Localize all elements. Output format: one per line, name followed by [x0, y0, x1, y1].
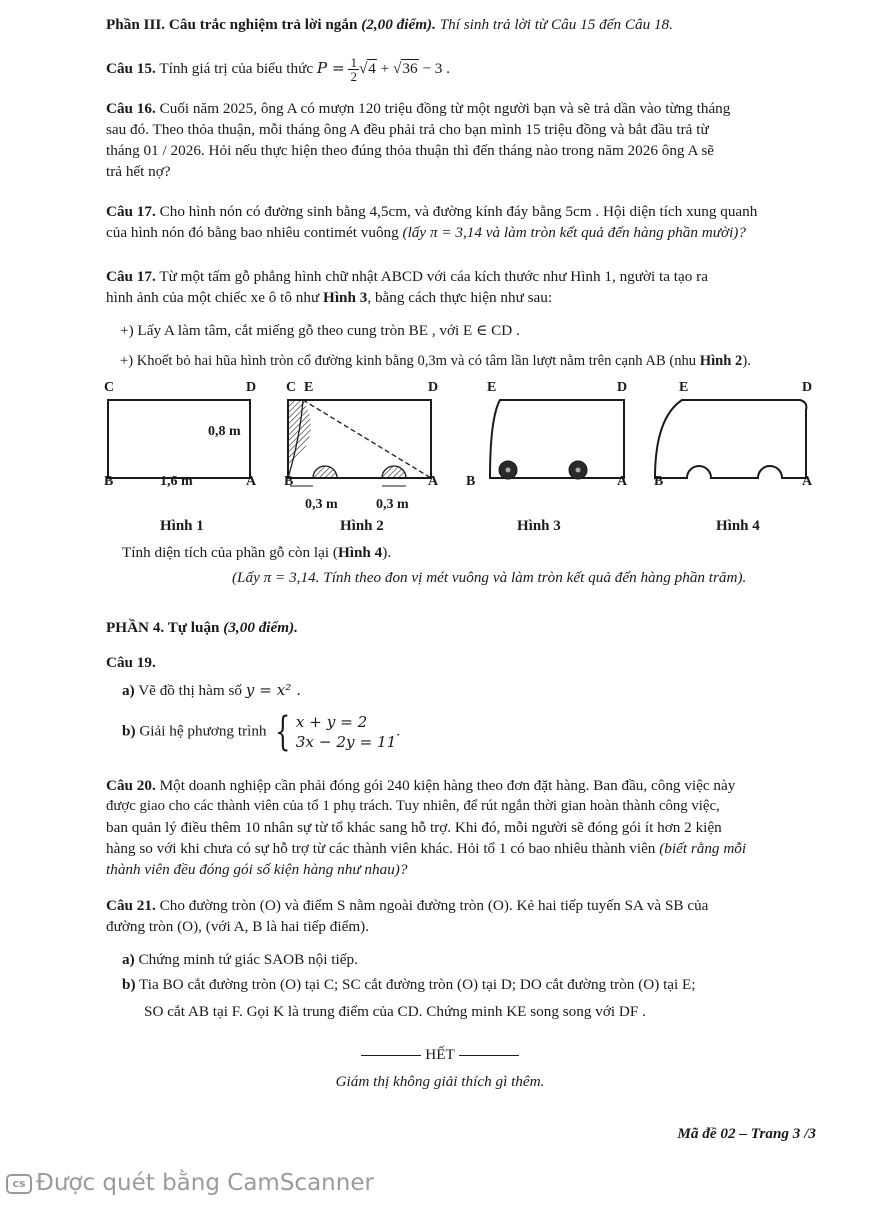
- page-footer: Mã đề 02 – Trang 3 /3: [677, 1125, 816, 1142]
- q19-b: [122, 709, 862, 755]
- q20-line5: thành viên đều đóng gói số kiện hàng như nhau)?: [106, 861, 408, 878]
- figure-3: [490, 400, 624, 479]
- figures-svg: [0, 378, 880, 538]
- q15-lhs: P =: [316, 58, 345, 77]
- q15-fraction: [348, 56, 359, 83]
- fig2-label-c: C: [286, 380, 297, 395]
- question-21: [106, 895, 866, 937]
- fig1-label-b: B: [104, 474, 114, 489]
- q21-label: Câu 21.: [106, 897, 156, 914]
- q17b-step2: [120, 351, 866, 372]
- q21-line2: đường tròn (O), (với A, B là hai tiếp điểm).: [106, 918, 370, 935]
- end-line-left: [361, 1055, 421, 1056]
- part3-points: (2,00 điểm).: [361, 16, 436, 33]
- fig1-caption: Hình 1: [160, 518, 204, 534]
- q21-b-line2: SO cắt AB tại F. Gọi K là trung điểm của CD. Chứng minh KE song song với DF .: [144, 1003, 646, 1020]
- fig4-label-b: B: [654, 474, 664, 489]
- q15-frac-num: 1: [350, 55, 357, 70]
- q20-line2: được giao cho các thành viên của tổ 1 phụ trách. Tuy nhiên, để rút ngắn thời gian hoàn thành công việc,: [106, 798, 720, 814]
- q15-frac-den: 2: [350, 69, 357, 84]
- q21-line1: Cho đường tròn (O) và điểm S nằm ngoài đường tròn (O). Kẻ hai tiếp tuyến SA và SB của: [159, 897, 709, 914]
- q19-a-expr: y = x² .: [245, 681, 302, 699]
- q17b-ask-bold: Hình 4: [337, 544, 383, 561]
- part4-points: (3,00 điểm).: [223, 619, 298, 636]
- q16-line2: sau đó. Theo thỏa thuận, mỗi tháng ông A đều phải trả cho bạn mình 15 triệu đồng và bắt đầu trả từ: [106, 121, 709, 138]
- q21-a: [122, 949, 862, 970]
- q15-sqrt2: 36: [402, 59, 418, 77]
- question-17-cone: [106, 201, 866, 243]
- q17b-step2-pre: +) Khoết bỏ hai hũa hình tròn cổ đường kinh bằng 0,3m và có tâm lần lượt nằm trên cạnh AB (nhu: [120, 353, 697, 369]
- fig2-label-d: D: [428, 380, 439, 395]
- fig1-label-d: D: [246, 380, 257, 395]
- fig1-label-c: C: [104, 380, 115, 395]
- question-15: Câu 15. Tính giá trị của biểu thức P = $\frac{1}{2}$ √4 + √36 − 3 .: [106, 55, 450, 84]
- fig2-caption: Hình 2: [340, 518, 384, 534]
- q19-a-text: Vẽ đồ thị hàm số: [138, 682, 242, 699]
- q19-b-tail: .: [396, 722, 401, 740]
- q15-label: Câu 15.: [106, 59, 156, 77]
- q21-b: [122, 974, 862, 1022]
- fig3-label-a: A: [617, 474, 628, 489]
- q15-sqrt1: 4: [368, 59, 376, 77]
- q20-label: Câu 20.: [106, 777, 156, 794]
- fig2-dim2-label: 0,3 m: [376, 497, 409, 512]
- q17b-line2-pre: hình ảnh của một chiếc xe ô tô như: [106, 289, 320, 306]
- fig2-rectangle: [288, 400, 431, 478]
- q16-line4: trả hết nợ?: [106, 163, 171, 180]
- fig2-label-a: A: [428, 474, 439, 489]
- fig1-width-label: 1,6 m: [160, 474, 193, 489]
- part3-header: [106, 14, 866, 35]
- fig4-label-e: E: [679, 380, 689, 395]
- fig2-semicircle-left: [313, 466, 337, 478]
- camscanner-watermark: [6, 1170, 374, 1196]
- fig2-label-b: B: [284, 474, 294, 489]
- figure-4: [655, 400, 806, 478]
- q17b-ask: [122, 542, 862, 563]
- q20-line4: hàng so với khi chưa có sự hỗ trợ từ các thành viên khác. Hỏi tổ 1 có bao nhiêu thành viên: [106, 840, 656, 857]
- fig1-height-label: 0,8 m: [208, 424, 241, 439]
- question-20: [106, 775, 866, 880]
- q19-eq1: x + y = 2: [295, 713, 368, 731]
- q15-plus: +: [380, 59, 390, 77]
- figure-2: [288, 400, 431, 486]
- end-line-right: [459, 1055, 519, 1056]
- fig3-label-e: E: [487, 380, 497, 395]
- fig3-label-d: D: [617, 380, 628, 395]
- q17a-line2-italic: (lấy π = 3,14 và làm tròn kết quả đến hàng phần mười)?: [402, 224, 746, 241]
- q17b-note: (Lấy π = 3,14. Tính theo đon vị mét vuông và làm tròn kết quả đến hàng phần trăm).: [232, 569, 747, 586]
- q19-b-label: b): [122, 722, 136, 740]
- q17b-ask-pre: Tính diện tích của phần gỗ còn lại (: [122, 544, 338, 561]
- system-brace: {: [275, 709, 291, 755]
- q17a-line1: Cho hình nón có đường sinh bằng 4,5cm, và đường kính đáy bằng 5cm . Hội diện tích xung quanh: [159, 203, 758, 220]
- fig3-caption: Hình 3: [517, 518, 561, 534]
- end-het: HẾT: [425, 1046, 455, 1063]
- end-note: Giám thị không giải thích gì thêm.: [335, 1073, 545, 1090]
- q19-b-text: Giải hệ phương trình: [139, 722, 267, 740]
- q20-line1: Một doanh nghiệp cần phải đóng gói 240 kiện hàng theo đơn đặt hàng. Ban đầu, công việc này: [159, 777, 736, 794]
- q17b-step2-bold: Hình 2: [699, 353, 743, 369]
- question-17-wood: [106, 266, 866, 308]
- q15-text: Tính giá trị của biểu thức: [159, 59, 314, 77]
- fig4-label-a: A: [802, 474, 813, 489]
- fig2-dim1-label: 0,3 m: [305, 497, 338, 512]
- q16-line3: tháng 01 / 2026. Hỏi nếu thực hiện theo đúng thỏa thuận thì đến tháng nào trong năm 2026 ông A sẽ: [106, 142, 715, 159]
- q21-b-line1: Tia BO cắt đường tròn (O) tại C; SC cắt đường tròn (O) tại D; DO cắt đường tròn (O) tại E;: [139, 976, 696, 993]
- fig3-label-b: B: [466, 474, 476, 489]
- q19-eq2: 3x − 2y = 11: [295, 733, 397, 751]
- q17b-step1: +) Lấy A làm tâm, cắt miếng gỗ theo cung tròn BE , với E ∈ CD .: [120, 322, 520, 339]
- q17b-label: Câu 17.: [106, 268, 156, 285]
- q21-a-label: a): [122, 951, 135, 968]
- q16-line1: Cuối năm 2025, ông A có mượn 120 triệu đồng từ một người bạn và sẽ trả dần vào từng tháng: [159, 100, 731, 117]
- question-16: [106, 98, 866, 182]
- q17a-line2: của hình nón đó bằng bao nhiêu contimét vuông: [106, 224, 399, 241]
- q19-a-label: a): [122, 682, 135, 699]
- fig3-hub-left: [506, 468, 511, 473]
- fig4-caption: Hình 4: [716, 518, 760, 534]
- fig2-hatched-corner: [288, 400, 311, 468]
- q20-line3: ban quản lý điều thêm 10 nhân sự từ tổ khác sang hỗ trợ. Khi đó, mỗi người sẽ đóng gói ít hơn 2 kiện: [106, 819, 722, 836]
- q19-label: Câu 19.: [106, 654, 156, 671]
- fig2-label-e: E: [304, 380, 314, 395]
- end-marker: [0, 1044, 880, 1065]
- fig1-label-a: A: [246, 474, 257, 489]
- q21-b-label: b): [122, 976, 136, 993]
- fig4-label-d: D: [802, 380, 813, 395]
- q21-a-text: Chứng minh tứ giác SAOB nội tiếp.: [138, 951, 358, 968]
- q17b-line1: Từ một tấm gỗ phẳng hình chữ nhật ABCD với cáa kích thước như Hình 1, người ta tạo ra: [159, 268, 708, 285]
- q15-tail: − 3 .: [422, 59, 450, 77]
- q17b-ask-post: ).: [382, 544, 392, 561]
- q17b-line2-post: , bằng cách thực hiện như sau:: [367, 289, 553, 306]
- q17b-step2-post: ).: [742, 353, 751, 369]
- fig2-semicircle-right: [382, 466, 406, 478]
- part4-title: PHẦN 4. Tự luận: [106, 619, 220, 636]
- part4-header: [106, 617, 866, 638]
- q19-a: [122, 680, 862, 701]
- fig4-shape: [655, 400, 806, 478]
- camscanner-logo-icon: cs: [6, 1174, 32, 1194]
- watermark-text: Được quét bằng CamScanner: [36, 1170, 374, 1196]
- part3-instruction: Thí sinh trả lời từ Câu 15 đến Câu 18.: [439, 16, 673, 33]
- q17b-line2-bold: Hình 3: [323, 289, 368, 306]
- fig3-hub-right: [576, 468, 581, 473]
- q20-line4-italic: (biết rằng mỗi: [659, 840, 747, 857]
- equation-system: [296, 712, 397, 752]
- part3-title: Phần III. Câu trắc nghiệm trả lời ngắn: [106, 16, 358, 33]
- q17a-label: Câu 17.: [106, 203, 156, 220]
- q16-label: Câu 16.: [106, 100, 156, 117]
